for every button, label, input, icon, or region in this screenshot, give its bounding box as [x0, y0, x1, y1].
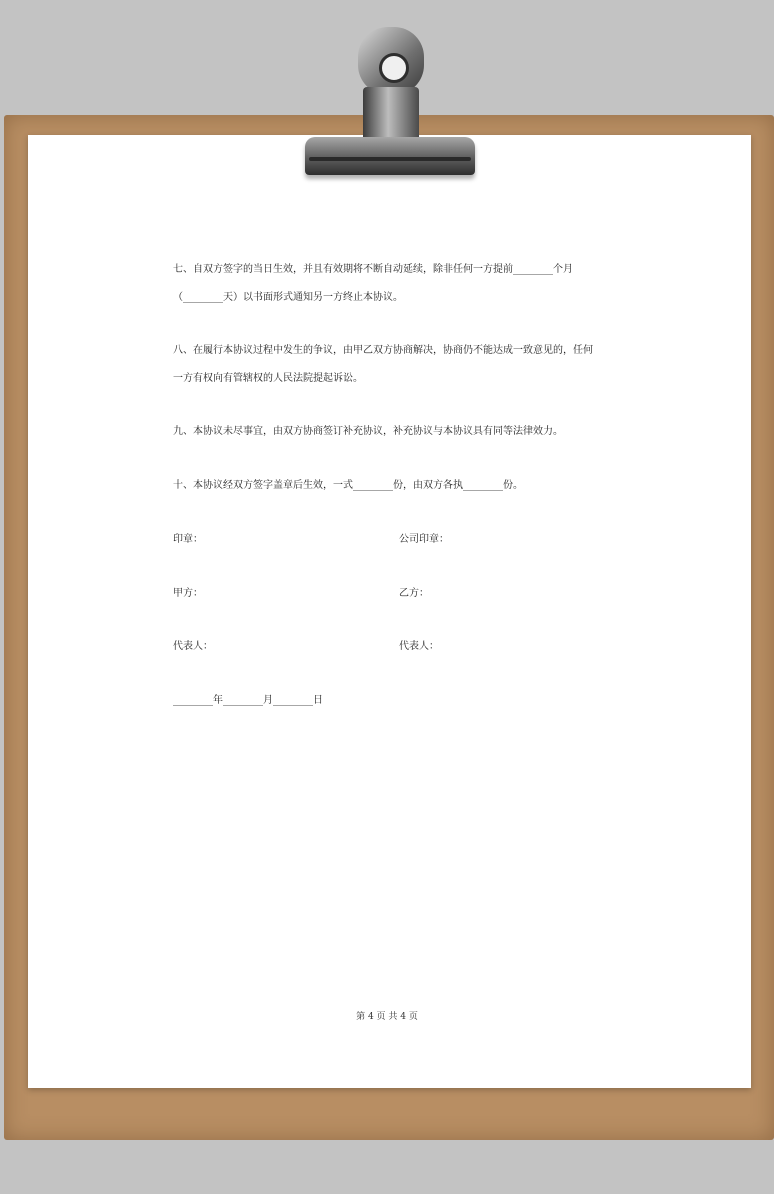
clause-8-line-1: 八、在履行本协议过程中发生的争议，由甲乙双方协商解决，协商仍不能达成一致意见的，任何 [173, 345, 593, 356]
party-a-label: 甲方： [173, 588, 203, 599]
representative-b-label: 代表人： [399, 641, 439, 652]
company-seal-label: 公司印章： [399, 534, 449, 545]
clause-10-line-1: 十、本协议经双方签字盖章后生效，一式________份，由双方各执________份。 [173, 480, 523, 491]
party-b-label: 乙方： [399, 588, 429, 599]
clause-7-line-1: 七、自双方签字的当日生效，并且有效期将不断自动延续，除非任何一方提前________个月 [173, 264, 573, 275]
date-line: ________年________月________日 [173, 695, 323, 706]
clause-9-line-1: 九、本协议未尽事宜，由双方协商签订补充协议，补充协议与本协议具有同等法律效力。 [173, 426, 563, 437]
clause-7-line-2: （________天）以书面形式通知另一方终止本协议。 [173, 292, 403, 303]
representative-a-label: 代表人： [173, 641, 213, 652]
clause-8-line-2: 一方有权向有管辖权的人民法院提起诉讼。 [173, 373, 363, 384]
seal-label: 印章： [173, 534, 203, 545]
page-number: 第 4 页 共 4 页 [356, 1012, 418, 1022]
